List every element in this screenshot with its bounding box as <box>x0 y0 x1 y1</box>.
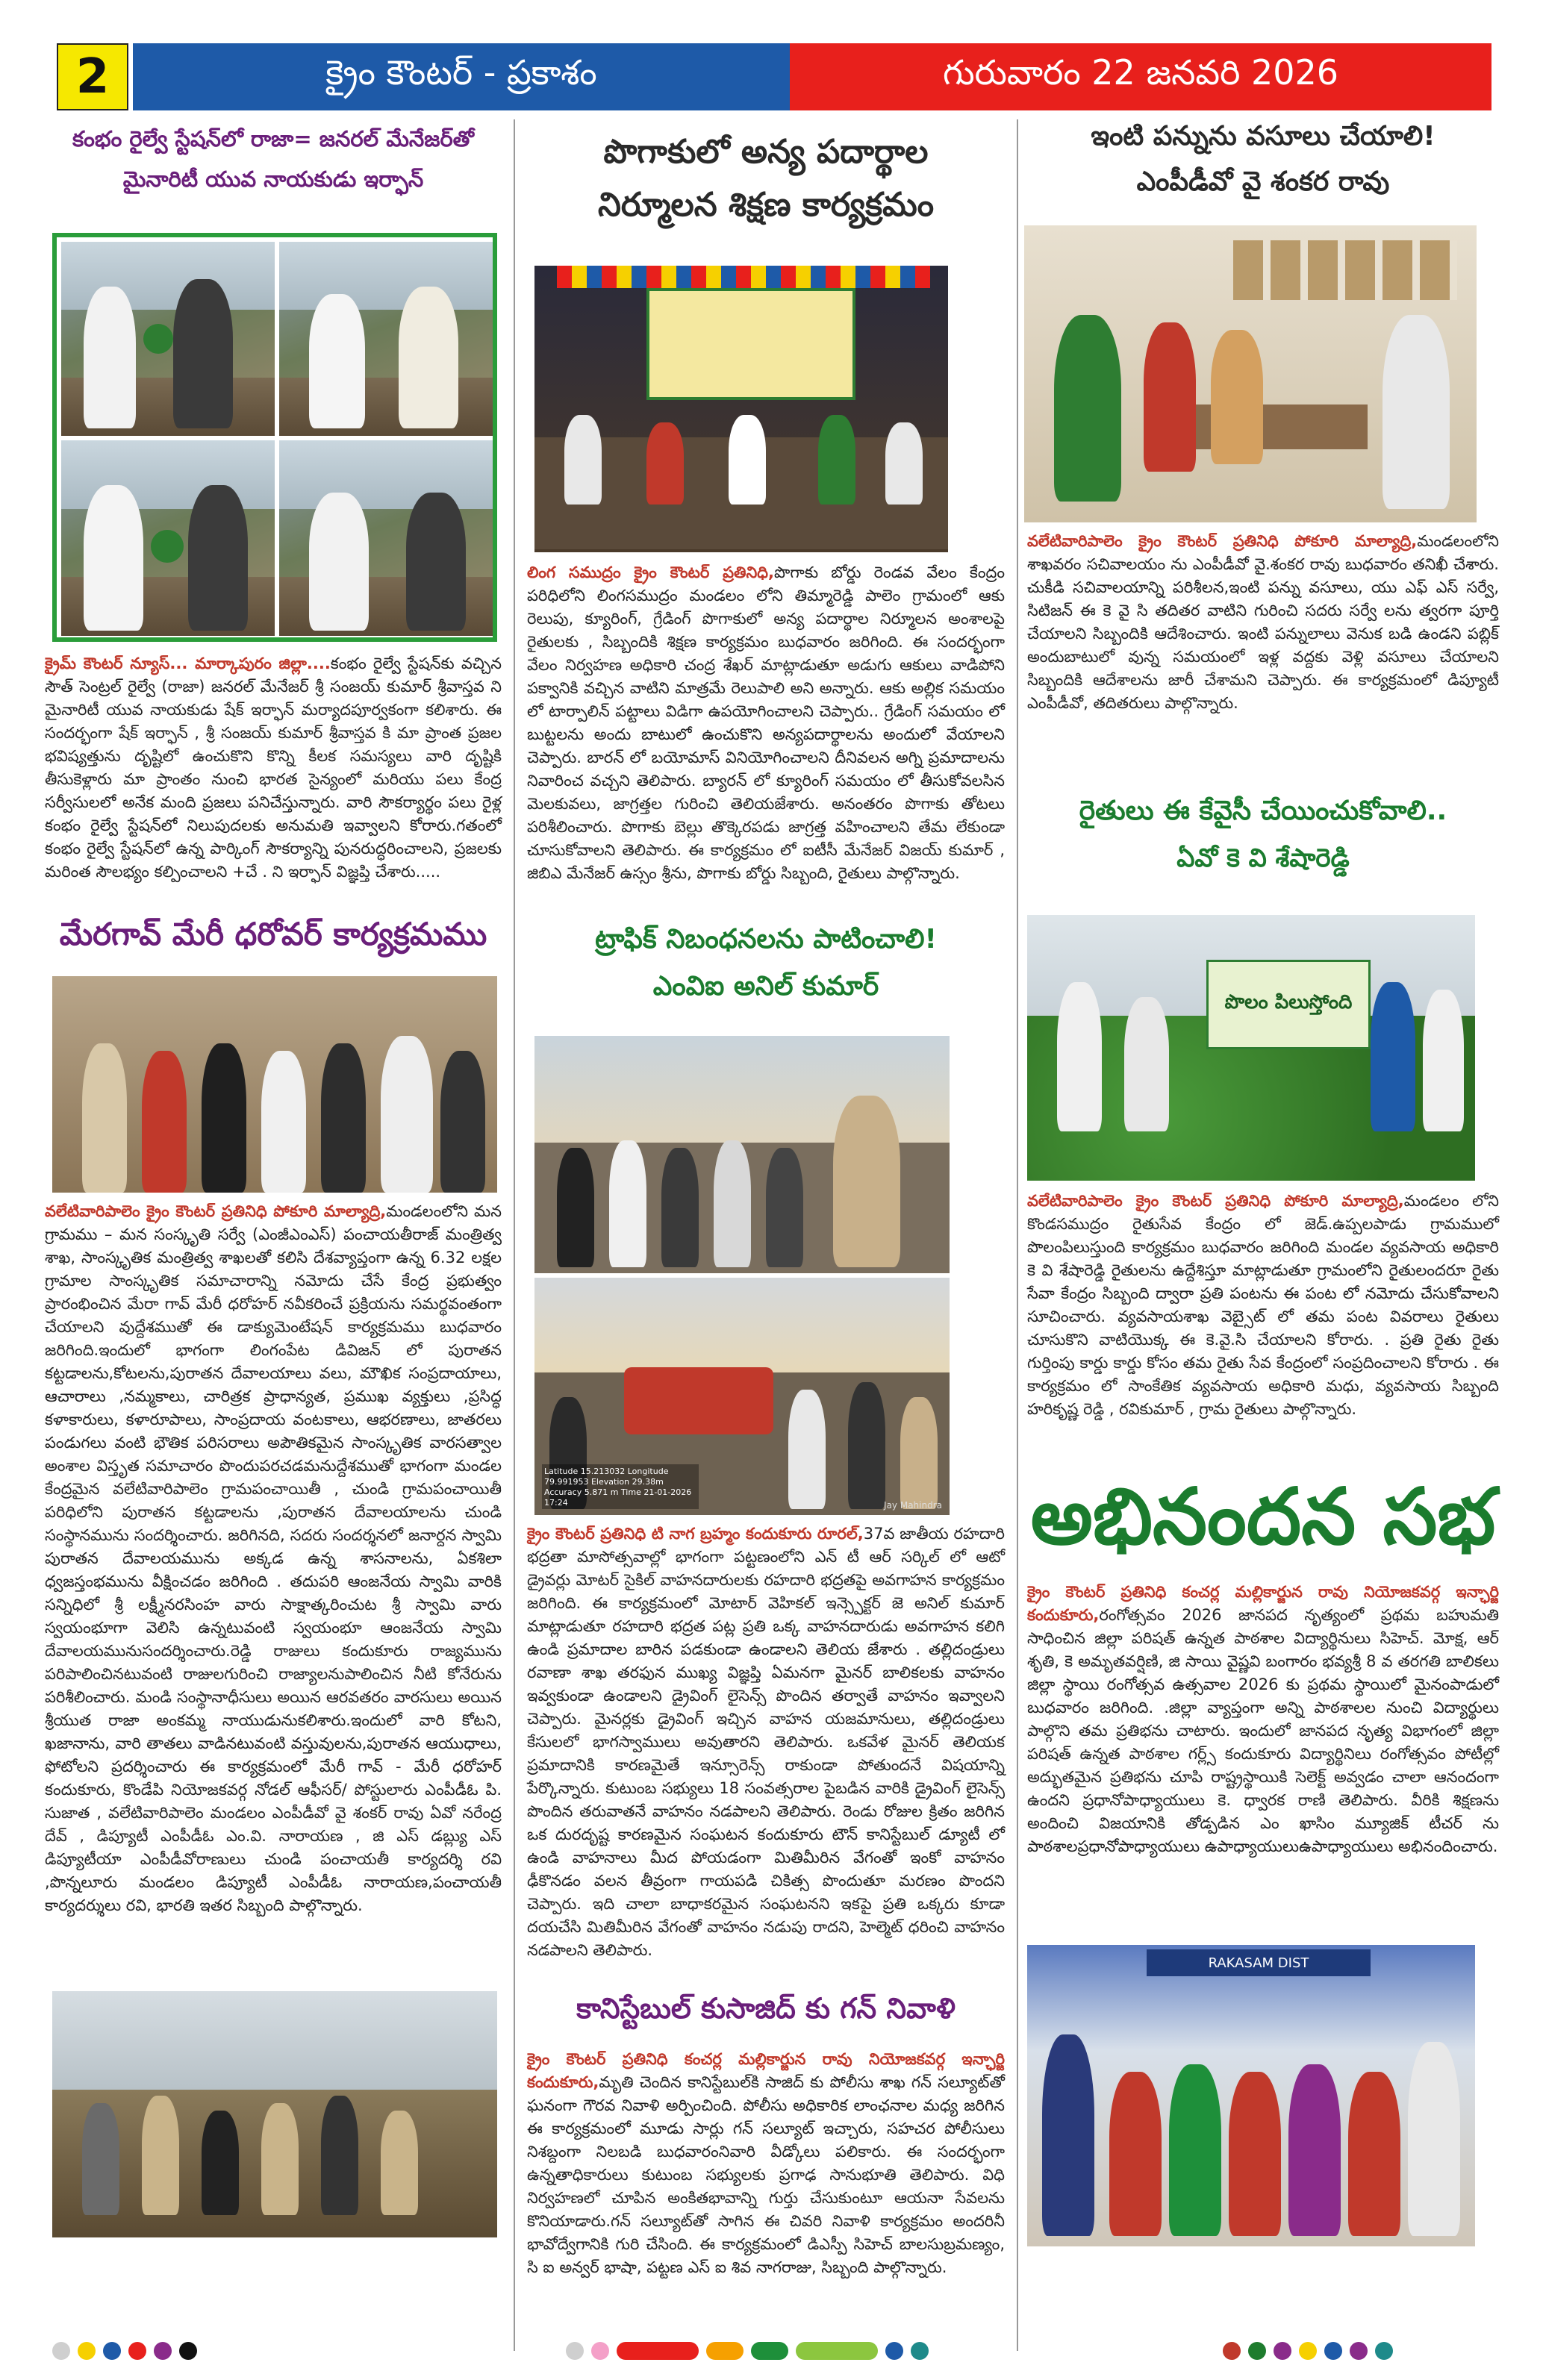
photo <box>279 440 493 636</box>
color-dot <box>154 2342 172 2360</box>
column-rule <box>1017 119 1018 2351</box>
story-subheadline: నిర్మూలన శిక్షణ కార్యక్రమం <box>598 186 934 224</box>
story-kambham <box>45 125 502 193</box>
story-lead: క్రైం కౌంటర్ ప్రతినిధి కంచర్ల మల్లికార్జున రావు నియోజకవర్గ ఇన్ఛార్జి కందుకూరు, <box>527 2050 1005 2091</box>
story-headline: ఇంటి పన్నును వసూలు చేయాలి! <box>1091 121 1436 152</box>
color-bar <box>751 2342 788 2360</box>
photo-credit: Jay Mahindra <box>884 1500 942 1511</box>
story-tobacco <box>527 131 1005 225</box>
photo <box>1027 915 1475 1181</box>
photo <box>52 1991 497 2237</box>
story-traffic <box>527 922 1005 1003</box>
story-headline: కానిస్టేబుల్ కుసాజిద్ కు గన్ నివాళి <box>576 1992 956 2025</box>
story-headline: ట్రాఫిక్ నిబంధనలను పాటించాలి! <box>595 924 937 955</box>
photo <box>534 266 948 552</box>
story-body <box>527 561 1005 885</box>
footer-dots-right <box>1223 2342 1393 2360</box>
story-lead: క్రైం కౌంటర్ ప్రతినిధి కంచర్ల మల్లికార్జున రావు నియోజకవర్గ ఇన్ఛార్జి కందుకూరు, <box>1027 1583 1499 1624</box>
photo <box>1027 1945 1475 2246</box>
story-subheadline: మైనారిటీ యువ నాయకుడు ఇర్ఫాన్ <box>122 166 424 193</box>
photo-sign: RAKASAM DIST <box>1147 1949 1371 1976</box>
story-lead: క్రైం కౌంటర్ ప్రతినిధి టి నాగ బ్రహ్మం కందుకూరు రూరల్, <box>527 1525 864 1543</box>
story-text: 37వ జాతీయ రహదారి భద్రతా మాసోత్సవాల్లో భాగంగా పట్టణంలోని ఎన్ టీ ఆర్ సర్కిల్ లో ఆటో డ్రైవర్లు మోటర్ సైకిల్ వాహనదారులకు రహదారి భద్రతపై అవగాహన కార్యక్రమం జరిగింది. ఈ కార్యక్రమంలో మోటార్ వెహికల్ ఇన్స్పెక్టర్ జె అనిల్ కుమార్ మాట్లాడుతూ రహదారి భద్రత పట్ల ప్రతి ఒక్క వాహనదారుడు అవగాహన కలిగి ఉండి ప్రమాదాల బారిన పడకుండా ఉండాలని తెలియ జేశారు . తల్లిదండ్రులు రవాణా శాఖ తరఫున ముఖ్య విజ్ఞప్తి ఏమనగా మైనర్ బాలికలకు వాహనం ఇవ్వకుండా ఉండాలని డ్రైవింగ్ లైసెన్స్ పొందిన తర్వాతే వాహనం ఇవ్వాలని చెప్పారు. మైనర్లకు డ్రైవింగ్ ఇచ్చిన వాహన యజమానులు, తల్లిదండ్రులు కేసులలో భాగస్వాములు అవుతారని తెలిపారు. ఒకవేళ మైనర్ తెలియక ప్రమాదానికి కారణమైతే ఇన్సూరెన్స్ రాకుండా పోతుందనే విషయాన్ని పేర్కొన్నారు. కుటుంబ సభ్యులు 18 సంవత్సరాల పైబడిన వారికి డ్రైవింగ్ లైసెన్స్ పొందిన తరువాతనే వాహనం నడపాలని తెలిపారు. రెండు రోజుల క్రితం జరిగిన ఒక దురదృష్ట కారణమైన సంఘటన కందుకూరు టౌన్ కానిస్టేబుల్ డ్యూటీ లో ఉండి వాహనాలు మీద పోయడంగా మితిమీరిన వేగంతో ఇంకో వాహనం ఢీకొనడం వలన తీవ్రంగా గాయపడి చికిత్స పొందుతూ మరణం పొందని చెప్పారు. ఇది చాలా బాధాకరమైన సంఘటనని ఇకపై ప్రతి ఒక్కరు కూడా దయచేసి మితిమీరిన వేగంతో వాహనం నడుపు రాదని, హెల్మెట్ ధరించి వాహనం నడపాలని తెలిపారు. <box>527 1525 1005 1959</box>
column-rule <box>514 119 515 2351</box>
footer-dots-left <box>52 2342 197 2360</box>
color-dot <box>1274 2342 1291 2360</box>
masthead: క్రైం కౌంటర్ - ప్రకాశం <box>133 43 790 110</box>
color-dot <box>179 2342 197 2360</box>
color-dot <box>566 2342 584 2360</box>
story-lead: లింగ సముద్రం క్రైం కౌంటర్ ప్రతినిధి, <box>527 563 774 581</box>
color-dot <box>1350 2342 1368 2360</box>
story-body <box>45 652 502 884</box>
story-lead: వలేటివారిపాలెం క్రైం కౌంటర్ ప్రతినిధి పోకూరి మాల్యాద్రి, <box>45 1202 387 1220</box>
story-body <box>527 1522 1005 1962</box>
story-text: రంగోత్సవం 2026 జానపద నృత్యంలో ప్రథమ బహుమతి సాధించిన జిల్లా పరిషత్ ఉన్నత పాఠశాల విద్యార్థినులు సిహెచ్. మోక్ష, ఆర్ శృతి, కె అమృతవర్షిణి, జి సాయి వైష్ణవి బంగారం భవ్యశ్రీ 8 వ తరగతి బాలికలు జిల్లా స్థాయి రంగోత్సవ ఉత్సవాల 2026 కు ప్రథమ స్థాయిలో మైనంపాడులో బుధవారం జరిగింది. .జిల్లా వ్యాప్తంగా అన్ని పాఠశాలల నుంచి విద్యార్థులు పాల్గొని తమ ప్రతిభను చాటారు. ఇందులో జానపద నృత్య విభాగంలో జిల్లా పరిషత్ ఉన్నత పాఠశాల గర్ల్స్ కందుకూరు విద్యార్థినిలు రంగోత్సవం పోటీల్లో అద్భుతమైన ప్రతిభను చూపి రాష్ట్రస్థాయికి సెలెక్ట్ అవ్వడం చాలా ఆనందంగా ఉందని ప్రధానోపాధ్యాయులు కె. ధ్వారక రాణి తెలిపారు. వీరికి శిక్షణను అందించి విజయానికి తోడ్పడిన ఎం ఖాసిం మ్యూజిక్ టీచర్ ను పాఠశాలప్రధానోపాధ్యాయులు ఉపాధ్యాయులుఉపాధ్యాయులు అభినందించారు. <box>1027 1606 1499 1855</box>
color-bar <box>617 2342 699 2360</box>
story-lead: వలేటివారిపాలెం క్రైం కౌంటర్ ప్రతినిధి పోకూరి మాల్యాద్రి, <box>1027 532 1418 550</box>
page-number: 2 <box>57 43 128 110</box>
color-dot <box>1223 2342 1241 2360</box>
photo-frame <box>52 233 497 642</box>
story-subheadline: ఎంవిఐ అనిల్ కుమార్ <box>652 971 879 1002</box>
color-dot <box>1299 2342 1317 2360</box>
color-bar <box>796 2342 878 2360</box>
color-dot <box>52 2342 70 2360</box>
story-subheadline: ఏవో కె వి శేషారెడ్డి <box>1176 843 1350 873</box>
photo <box>61 440 275 636</box>
story-text: మృతి చెందిన కానిస్టేబుల్‌కి సాజిద్ కు పోలీసు శాఖ గన్ సల్యూట్‌తో ఘనంగా గౌరవ నివాళి అర్పించింది. పోలీసు అధికారిక లాంఛనాల మధ్య జరిగిన ఈ కార్యక్రమంలో మూడు సార్లు గన్ సల్యూట్ ఇచ్చారు, సహచర పోలీసులు నిశబ్దంగా నిలబడి బుధవారంనివారి వీడ్కోలు పలికారు. ఈ సందర్భంగా ఉన్నతాధికారులు కుటుంబ సభ్యులకు ప్రగాఢ సానుభూతి తెలిపారు. విధి నిర్వహణలో చూపిన అంకితభావాన్ని గుర్తు చేసుకుంటూ ఆయనా సేవలను కొనియాడారు.గన్ సల్యూట్‌తో సాగిన ఈ చివరి నివాళి కార్యక్రమం అందరినీ భావోద్వేగానికి గురి చేసింది. ఈ కార్యక్రమంలో డిఎస్పీ సిహెచ్ బాలసుబ్రమణ్యం, సి ఐ అన్వర్ భాషా, పట్టణ ఎస్ ఐ శివ నాగరాజు, సిబ్బంది పాల్గొన్నారు. <box>527 2073 1005 2276</box>
story-body <box>1027 1190 1499 1421</box>
story-body <box>1027 1581 1499 1858</box>
story-house-tax <box>1027 119 1499 199</box>
photo <box>534 1036 950 1273</box>
photo <box>61 242 275 436</box>
color-dot <box>103 2342 121 2360</box>
story-kyc <box>1027 794 1499 875</box>
story-lead: క్రైమ్ కౌంటర్ న్యూస్... మార్కాపురం జిల్లా.... <box>45 655 331 672</box>
geo-stamp: Latitude 15.213032 Longitude 79.991953 Elevation 29.38m Accuracy 5.871 m Time 21-01-2026 17:24 <box>542 1464 699 1509</box>
photo <box>52 976 497 1193</box>
event-banner: పొలం పిలుస్తోంది <box>1206 960 1371 1049</box>
color-dot <box>78 2342 96 2360</box>
issue-date: గురువారం 22 జనవరి 2026 <box>790 43 1491 110</box>
story-text: మండలంలోని శాఖవరం సచివాలయం ను ఎంపీడీవో వై.శంకర రావు బుధవారం తనిఖీ చేశారు. చుకీడి సచివాలయాన్ని పరిశీలన,ఇంటి పన్ను వసూలు, యు ఎఫ్ ఎస్ సర్వే, సిటిజన్ ఈ కె వై సి తదితర వాటిని గురించి సదరు సర్వే లను త్వరగా పూర్తి చేయాలని సిబ్బందికి ఆదేశించారు. ఇంటి పన్నులాలు వెనుక బడి ఉండని పబ్లిక్ అందుబాటులో వున్న సమయంలో ఇళ్ల వద్దకు వెళ్లి వసూలు చేయాలని సిబ్బందికి ఆదేశాలను జారీ చేశామని చెప్పారు. ఈ కార్యక్రమంలో డిప్యూటీ ఎంపీడీవో, తదితరులు పాల్గొన్నారు. <box>1027 532 1499 712</box>
story-subheadline: ఎంపీడీవో వై శంకర రావు <box>1136 166 1390 197</box>
story-body <box>527 2048 1005 2279</box>
story-headline: అభినందన సభ <box>1030 1470 1496 1562</box>
story-text: మండలం లోని కొండసముద్రం రైతుసేవ కేంద్రం లో జెడ్.ఉప్పలపాడు గ్రామములో పొలంపిలుస్తుంది కార్యక్రమం బుధవారం జరిగింది మండల వ్యవసాయ అధికారి కె వి శేషారెడ్డి రైతులను ఉద్దేశిస్తూ మాట్లాడుతూ గ్రామంలోని రైతులందరూ రైతు సేవా కేంద్రం సిబ్బంది ద్వారా ప్రతి పంటను ఈ పంట లో నమోదు చేసుకోవాలని సూచించారు. వ్యవసాయశాఖ వెబ్సైట్ లో తమ పంట వివరాలు రైతులు చూసుకొని వాటియొక్క ఈ కె.వై.సి చేయాలని కోరారు. . ప్రతి రైతు రైతు గుర్తింపు కార్డు కార్డు కోసం తమ రైతు సేవ కేంద్రంలో సంప్రదించాలని కోరారు . ఈ కార్యక్రమం లో సాంకేతిక వ్యవసాయ అధికారి మధు, వ్యవసాయ సిబ్బంది హరికృష్ణ రెడ్డి , రవికుమార్ , గ్రామ రైతులు పాల్గొన్నారు. <box>1027 1192 1499 1418</box>
color-dot <box>1375 2342 1393 2360</box>
photo <box>1024 225 1477 522</box>
story-headline: మేరగావ్ మేరీ ధరోవర్ కార్యక్రమము <box>59 916 487 952</box>
story-text: మండలంలోని మన గ్రామము – మన సంస్కృతి సర్వే (ఎంజీఎంఎస్) పంచాయతీరాజ్ మంత్రిత్వ శాఖ, సాంస్కృతిక మంత్రిత్వ శాఖలతో కలిసి దేశవ్యాప్తంగా ఉన్న 6.32 లక్షల గ్రామాల సాంస్కృతిక సమాచారాన్ని నమోదు చేసే కేంద్ర ప్రభుత్వం ప్రారంభించిన మేరా గావ్ మేరీ ధరోహర్ నవీకరించే ప్రక్రియను సమర్థవంతంగా చేయాలని వుద్దేశముతో ఈ డాక్యుమెంటేషన్ కార్యక్రమము బుధవారం జరిగింది.ఇందులో భాగంగా లింగంపేట డివిజన్ లో పురాతన కట్టడాలను,కోటలను,పురాతన దేవాలయాలు వలు, మౌఖిక సంప్రదాయాలు, ఆచారాలు ,నమ్మకాలు, చారిత్రక ప్రాధాన్యత, ప్రముఖ వ్యక్తులు ,ప్రసిద్ధ కళాకారులు, కళారూపాలు, సాంప్రదాయ వంటకాలు, ఆభరణాలు, జాతరలు పండుగలు వంటి భౌతిక పరిసరాలు అపౌతికమైన సాంస్కృతిక వారసత్వాల అంశాల విస్తృత సమాచారం పొందుపరచడమనుద్దేశముతో భాగంగా మండల కేంద్రమైన వలేటివారిపాలెం గ్రామపంచాయితీ , చుండి గ్రామపంచాయితీ పరిధిలోని పురాతన కట్టడాలను ,పురాతన దేవాలయాలను చుండి సంస్థానమును సందర్శించారు. జరిగినది, సదరు సందర్శనలో జనార్దన స్వామి పురాతన దేవాలయమును అక్కడ ఉన్న శాసనాలను, ఏకశిలా ధ్వజస్తంభమును వీక్షించడం జరిగింది . తదుపరి ఆంజనేయ స్వామి వారికి సన్నిధిలో శ్రీ లక్ష్మీనరసింహ వారు సాక్షాత్కరించుట శ్రీ స్వామి వారు స్వయంభూగా వెలిసి ఉన్నటువంటి స్వయంభూ ఆంజనేయ స్వామి దేవాలయమునుసందర్శించారు.రెడ్డి రాజులు కందుకూరు రాజ్యమును పరిపాలించినటువంటి రాజులగురించి రాజ్యాలనుపాలించిన నీటి కోనేరును పరిశీలించారు. మండి సంస్థానాధీసులు అయిన ఆరవతరం వారసులు అయిన శ్రీయుత రాజా అంకమ్మ నాయుడునుకలిశారు.ఇందులో వారి కోటని, ఖజానాను, వారి తాతలు వాడినటువంటి వస్తువులను,పురాతన ఆయుధాలు, ఫోటోలని ప్రదర్శించారు ఈ కార్యక్రమంలో మేరీ గావ్ - మేరీ ధరోహర్ కందుకూరు, కొండేపి నియోజకవర్గ నోడల్ ఆఫీసర్/ పోస్టులారు ఎంపీడీఓ పి. సుజాత , వలేటివారిపాలెం మండలం ఎంపీడీవో వై శంకర్ రావు ఏవో నరేంద్ర దేవ్ , డిప్యూటీ ఎంపీడీఓ ఎం.వి. నారాయణ , జి ఎస్ డబ్ల్యు ఎస్ డిప్యూటీయా ఎంపీడీవోరాణులు చుండి పంచాయతీ కార్యదర్శి రవి ,పొన్నలూరు మండలం డిప్యూటీ ఎంపీడీఓ నారాయణ,పంచాయతీ కార్యదర్శులు రవి, భారతి ఇతర సిబ్బంది పాల్గొన్నారు. <box>45 1202 502 1914</box>
footer-dots-mid <box>566 2342 929 2360</box>
story-lead: వలేటివారిపాలెం క్రైం కౌంటర్ ప్రతినిధి పోకూరి మాల్యాద్రి, <box>1027 1192 1404 1210</box>
story-text: కంభం రైల్వే స్టేషన్‌కు వచ్చిన సౌత్ సెంట్రల్ రైల్వే (రాజా) జనరల్ మేనేజర్ శ్రీ సంజయ్ కుమార్ శ్రీవాస్తవ ని మైనారిటీ యువ నాయకుడు షేక్ ఇర్ఫాన్ మర్యాదపూర్వకంగా కలిశారు. ఈ సందర్భంగా షేక్ ఇర్ఫాన్ , శ్రీ సంజయ్ కుమార్ శ్రీవాస్తవ కి మా ప్రాంత ప్రజల భవిష్యత్తును దృష్టిలో ఉంచుకొని కొన్ని కీలక సమస్యలు వారి దృష్టికి తీసుకెళ్లారు మా ప్రాంతం నుంచి భారత సైన్యంలో మరియు పలు కేంద్ర సర్వీసులలో అనేక మంది ప్రజలు పనిచేస్తున్నారు. వారి సౌకర్యార్థం పలు రైళ్ల కంభం రైల్వే స్టేషన్‌లో నిలుపుదలకు అనుమతి ఇవ్వాలని కోరారు.గతంలో కంభం రైల్వే స్టేషన్‌లో ఉన్న పార్కింగ్ సౌకర్యాన్ని పునరుద్ధరించాలని, ప్రజలకు మరింత సౌలభ్యం కల్పించాలని +చే . ని ఇర్ఫాన్ విజ్ఞప్తి చేశారు..... <box>45 655 502 881</box>
color-bar <box>706 2342 744 2360</box>
story-headline: కంభం రైల్వే స్టేషన్‌లో రాజా= జనరల్ మేనేజర్‌తో <box>72 126 474 152</box>
color-dot <box>128 2342 146 2360</box>
photo <box>534 1278 950 1515</box>
story-body <box>45 1200 502 1917</box>
story-headline: రైతులు ఈ కేవైసీ చేయించుకోవాలి.. <box>1079 796 1447 826</box>
color-dot <box>1324 2342 1342 2360</box>
color-dot <box>911 2342 929 2360</box>
photo <box>279 242 493 436</box>
color-dot <box>591 2342 609 2360</box>
color-dot <box>885 2342 903 2360</box>
story-body <box>1027 530 1499 715</box>
story-headline: పొగాకులో అన్య పదార్థాల <box>603 133 929 171</box>
story-text: పొగాకు బోర్డు రెండవ వేలం కేంద్రం పరిధిలోని లింగసముద్రం మండలం లోని తిమ్మారెడ్డి పాలెం గ్రామంలో ఆకు రెలుపు, క్యూరింగ్, గ్రేడింగ్ పొగాకులో అన్య పదార్థాల నిర్మూలన అంశాలపై రైతులకు , సిబ్బందికి శిక్షణ కార్యక్రమం బుధవారం జరిగింది. ఈ సందర్భంగా వేలం నిర్వహణ అధికారి చంద్ర శేఖర్ మాట్లాడుతూ అడుగు ఆకులు వాడిపోని పక్వానికి వచ్చిన వాటిని మాత్రమే రెలుపాలి అని అన్నారు. ఆకు అల్లిక సమయం లో టార్పాలిన్ పట్టాలు విడిగా ఉపయోగించాలని చెప్పారు.. గ్రేడింగ్ సమయం లో బుట్టలను అందు బాటులో ఉంచుకొని అన్యపదార్థాలను అందులో వేయాలని చెప్పారు. బారన్ లో బయోమాస్ వినియోగించాలని దీనివలన అగ్ని ప్రమాదాలను నివారించ వచ్చని తెలిపారు. బ్యారన్ లో క్యూరింగ్ సమయం లో తీసుకోవలసిన మెలకువలు, జాగ్రత్తల గురించి తెలియజేశారు. అనంతరం పొగాకు తోటలు పరిశీలించారు. పొగాకు బెల్లు తొక్కెరపడు జాగ్రత్త వహించాలని తేమ లేకుండా చూసుకోవాలని తెలిపారు. ఈ కార్యక్రమం లో ఐటీసీ మేనేజర్ విజయ్ కుమార్ , జిబిఎ మేనేజర్ ఉస్సం శ్రీను, పొగాకు బోర్డు సిబ్బంది, రైతులు పాల్గొన్నారు. <box>527 563 1006 882</box>
color-dot <box>1248 2342 1266 2360</box>
